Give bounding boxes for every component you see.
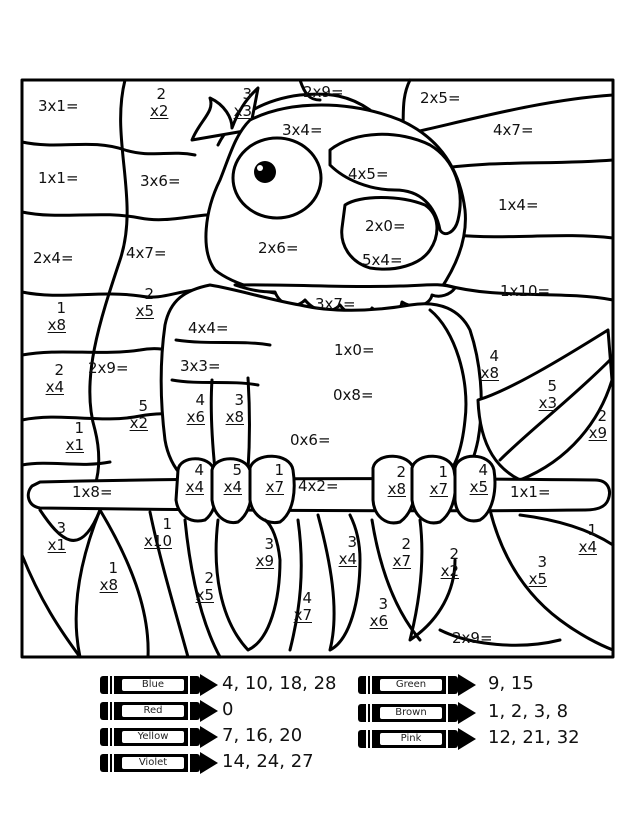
parrot-pupil (254, 161, 276, 183)
problem-bottom: x7 (429, 480, 448, 498)
problem-1x8-perch: 1x8= (72, 483, 113, 501)
problem-bottom: x9 (588, 424, 607, 442)
problem-0x8: 0x8= (333, 386, 374, 404)
problem-top: 4 (489, 347, 499, 365)
problem-top: 1 (587, 521, 597, 539)
problem-2x5-bottom (192, 570, 214, 604)
problem-bottom: x6 (186, 408, 205, 426)
crayon-label: Yellow (122, 731, 184, 743)
crayon-stripe (366, 676, 368, 694)
crayon-tip (200, 752, 218, 774)
problem-4x4: 4x4= (188, 319, 229, 337)
background-stripe (22, 142, 195, 155)
problem-bottom: x6 (369, 612, 388, 630)
problem-2x9-vertical (585, 408, 607, 442)
problem-2x8-talon (384, 464, 406, 498)
problem-top: 2 (144, 285, 154, 303)
problem-bottom: x4 (338, 550, 357, 568)
problem-2x9-mid: 2x9= (88, 359, 129, 377)
problem-bottom: x2 (150, 102, 169, 120)
problem-2x2-bottom (437, 546, 459, 580)
problem-5x4-talon (220, 462, 242, 496)
crayon-pink (358, 728, 476, 750)
problem-3x3-vertical (232, 86, 252, 120)
crayon-label: Pink (380, 733, 442, 745)
problem-4x4-talon (182, 462, 204, 496)
problem-top: 2 (597, 407, 607, 425)
problem-bottom: x4 (223, 478, 242, 496)
problem-top: 2 (156, 85, 166, 103)
problem-4x6 (183, 392, 205, 426)
background-stripe (455, 235, 613, 238)
problem-top: 4 (302, 589, 312, 607)
problem-bottom: x1 (47, 536, 66, 554)
background-stripe (430, 160, 613, 170)
crayon-tip (200, 700, 218, 722)
legend-answers-yellow: 7, 16, 20 (222, 725, 303, 746)
crayon-brown (358, 702, 476, 724)
problem-bottom: x7 (293, 606, 312, 624)
problem-bottom: x8 (47, 316, 66, 334)
leaf (520, 515, 613, 545)
crayon-stripe (188, 702, 190, 720)
legend-answers-green: 9, 15 (488, 673, 534, 694)
problem-2x5-vertical (130, 286, 154, 320)
problem-top: 1 (108, 559, 118, 577)
background-vertical-wave (90, 80, 127, 485)
problem-top: 4 (478, 461, 488, 479)
crayon-stripe (108, 676, 110, 694)
crayon-label: Brown (380, 707, 442, 719)
problem-2x0: 2x0= (365, 217, 406, 235)
crayon-stripe (112, 676, 114, 694)
crayon-stripe (446, 676, 448, 694)
problem-1x1-perch: 1x1= (510, 483, 551, 501)
problem-2x5: 2x5= (420, 89, 461, 107)
problem-bottom: x5 (195, 586, 214, 604)
problem-2x9-bottom: 2x9= (452, 629, 493, 647)
problem-5x2 (124, 398, 148, 432)
problem-top: 3 (234, 391, 244, 409)
problem-1x7-talon2 (426, 464, 448, 498)
crayon-label: Violet (122, 757, 184, 769)
problem-1x7-talon (262, 462, 284, 496)
crayon-tip (458, 702, 476, 724)
problem-4x8 (475, 348, 499, 382)
problem-3x4-vertical (335, 534, 357, 568)
crayon-stripe (188, 754, 190, 772)
crayon-violet (100, 752, 218, 774)
background-stripe (22, 462, 110, 465)
problem-2x7 (389, 536, 411, 570)
problem-bottom: x8 (480, 364, 499, 382)
crayon-green (358, 674, 476, 696)
problem-5x4: 5x4= (362, 251, 403, 269)
crayon-stripe (108, 702, 110, 720)
problem-bottom: x3 (538, 394, 557, 412)
problem-4x5: 4x5= (348, 165, 389, 183)
problem-bottom: x1 (65, 436, 84, 454)
legend-answers-pink: 12, 21, 32 (488, 727, 580, 748)
problem-bottom: x2 (129, 414, 148, 432)
problem-top: 2 (449, 545, 459, 563)
problem-bottom: x7 (392, 552, 411, 570)
problem-top: 3 (242, 85, 252, 103)
problem-bottom: x4 (45, 378, 64, 396)
problem-top: 1 (162, 515, 172, 533)
problem-2x6: 2x6= (258, 239, 299, 257)
crayon-tip (200, 726, 218, 748)
problem-3x1-vertical (42, 520, 66, 554)
problem-top: 1 (56, 299, 66, 317)
problem-bottom: x8 (99, 576, 118, 594)
tail-feather (290, 520, 301, 650)
problem-bottom: x3 (233, 102, 252, 120)
crayon-stripe (366, 730, 368, 748)
problem-2x2 (150, 85, 169, 120)
problem-1x10-vertical (140, 516, 172, 550)
problem-bottom: x10 (144, 532, 172, 550)
problem-0x6: 0x6= (290, 431, 331, 449)
problem-2x4: 2x4= (33, 249, 74, 267)
problem-3x3: 3x3= (180, 357, 221, 375)
problem-1x8-bottom (96, 560, 118, 594)
crayon-stripe (446, 730, 448, 748)
problem-1x10: 1x10= (500, 282, 551, 300)
crayon-tip (200, 674, 218, 696)
background-stripe (22, 212, 225, 220)
problem-top: 5 (232, 461, 242, 479)
problem-top: 2 (204, 569, 214, 587)
problem-top: 3 (264, 535, 274, 553)
problem-top: 5 (547, 377, 557, 395)
problem-5x3 (533, 378, 557, 412)
crayon-yellow (100, 726, 218, 748)
problem-3x8 (222, 392, 244, 426)
crayon-stripe (370, 730, 372, 748)
problem-1x8 (42, 300, 66, 334)
crayon-stripe (108, 728, 110, 746)
problem-bottom: x8 (225, 408, 244, 426)
problem-bottom: x2 (440, 562, 459, 580)
problem-bottom: x8 (387, 480, 406, 498)
parrot-wing-edge (248, 378, 250, 470)
problem-2x4-vertical (42, 362, 64, 396)
problem-3x4: 3x4= (282, 121, 323, 139)
leaf (22, 555, 80, 657)
problem-3x5 (525, 554, 547, 588)
problem-1x1: 1x1= (38, 169, 79, 187)
crayon-stripe (108, 754, 110, 772)
crayon-label: Red (122, 705, 184, 717)
crayon-stripe (112, 754, 114, 772)
crayon-stripe (112, 728, 114, 746)
problem-1x1-vertical (62, 420, 84, 454)
problem-bottom: x5 (528, 570, 547, 588)
parrot-eye (233, 138, 321, 218)
crayon-stripe (112, 702, 114, 720)
problem-bottom: x4 (185, 478, 204, 496)
problem-top: 1 (438, 463, 448, 481)
crayon-stripe (188, 676, 190, 694)
parrot-pupil-shine (257, 165, 263, 171)
problem-4x7-mid: 4x7= (126, 244, 167, 262)
problem-3x6: 3x6= (140, 172, 181, 190)
problem-bottom: x5 (469, 478, 488, 496)
problem-3x6-bottom (366, 596, 388, 630)
crayon-label: Blue (122, 679, 184, 691)
crayon-stripe (446, 704, 448, 722)
crayon-tip (458, 728, 476, 750)
problem-bottom: x7 (265, 478, 284, 496)
problem-4x7-bottom (290, 590, 312, 624)
problem-4x2: 4x2= (298, 477, 339, 495)
crayon-stripe (370, 704, 372, 722)
crayon-tip (458, 674, 476, 696)
problem-top: 5 (138, 397, 148, 415)
problem-bottom: x4 (578, 538, 597, 556)
problem-4x7-top: 4x7= (493, 121, 534, 139)
problem-top: 2 (396, 463, 406, 481)
problem-top: 3 (378, 595, 388, 613)
crayon-stripe (188, 728, 190, 746)
legend-answers-red: 0 (222, 699, 234, 720)
tail-feather (410, 520, 455, 640)
problem-top: 4 (195, 391, 205, 409)
legend-answers-brown: 1, 2, 3, 8 (488, 701, 569, 722)
problem-3x9 (252, 536, 274, 570)
problem-bottom: x9 (255, 552, 274, 570)
problem-1x0: 1x0= (334, 341, 375, 359)
problem-4x5-talon (466, 462, 488, 496)
problem-top: 3 (347, 533, 357, 551)
legend-answers-blue: 4, 10, 18, 28 (222, 673, 337, 694)
problem-top: 3 (56, 519, 66, 537)
problem-3x7: 3x7= (315, 295, 356, 313)
problem-2x9-top: 2x9= (303, 83, 344, 101)
problem-bottom: x5 (135, 302, 154, 320)
crayon-stripe (366, 704, 368, 722)
problem-top: 3 (537, 553, 547, 571)
problem-3x1: 3x1= (38, 97, 79, 115)
problem-top: 1 (74, 419, 84, 437)
problem-top: 1 (274, 461, 284, 479)
problem-1x4: 1x4= (498, 196, 539, 214)
crayon-label: Green (380, 679, 442, 691)
problem-top: 2 (401, 535, 411, 553)
problem-top: 2 (54, 361, 64, 379)
legend-answers-violet: 14, 24, 27 (222, 751, 314, 772)
crayon-red (100, 700, 218, 722)
problem-top: 4 (194, 461, 204, 479)
problem-1x4-vertical (575, 522, 597, 556)
crayon-stripe (370, 676, 372, 694)
crayon-blue (100, 674, 218, 696)
